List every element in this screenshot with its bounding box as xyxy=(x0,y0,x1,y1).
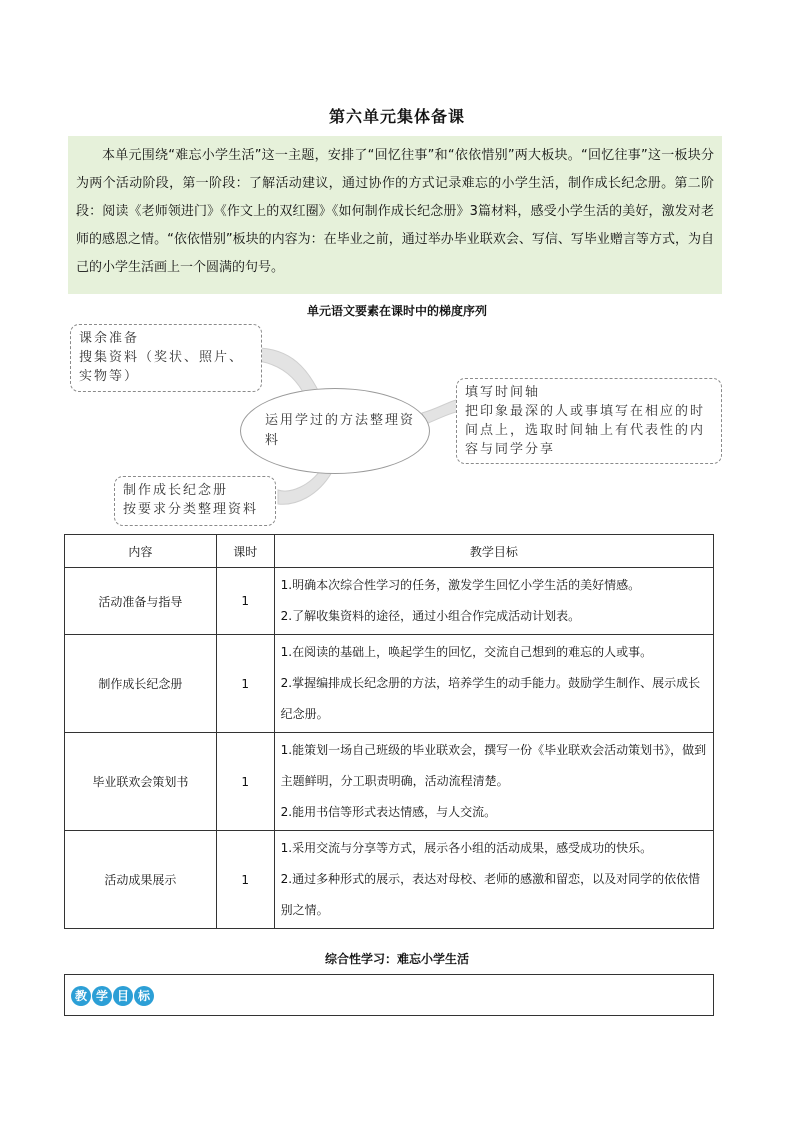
objectives-badge-char: 标 xyxy=(134,986,154,1006)
branch-timeline-box xyxy=(456,378,722,464)
section-title: 综合性学习：难忘小学生活 xyxy=(324,952,469,966)
table-row xyxy=(65,733,714,831)
header-hours: 课时 xyxy=(216,535,274,568)
teaching-goals-table xyxy=(64,534,714,929)
row-hours: 1 xyxy=(216,568,274,635)
branch-timeline-title: 填写时间轴 xyxy=(465,385,541,400)
table-row xyxy=(65,635,714,733)
row-content: 毕业联欢会策划书 xyxy=(65,733,217,831)
row-content: 制作成长纪念册 xyxy=(65,635,217,733)
row-hours: 1 xyxy=(216,635,274,733)
intro-text: 本单元围绕“难忘小学生活”这一主题，安排了“回忆往事”和“依依惜别”两大板块。“回忆往事”这一板块分为两个活动阶段，第一阶段：了解活动建议，通过协作的方式记录难忘的小学生活，制作成长纪念册。第二阶段：阅读《老师领进门》《作文上的双红圈》《如何制作成长纪念册》3篇材料，感受小学生活的美好，激发对老师的感恩之情。“依依惜别”板块的内容为：在毕业之前，通过举办毕业联欢会、写信、写毕业赠言等方式，为自己的小学生活画上一个圆满的句号。 xyxy=(76,148,714,275)
center-text: 运用学过的方法整理资料 xyxy=(265,413,416,448)
table-header-row xyxy=(65,535,714,568)
row-hours: 1 xyxy=(216,831,274,929)
goal-line: 1.采用交流与分享等方式，展示各小组的活动成果，感受成功的快乐。 xyxy=(280,841,653,855)
page-title: 第六单元集体备课 xyxy=(328,107,465,126)
goal-line: 2.能用书信等形式表达情感，与人交流。 xyxy=(280,805,497,819)
goal-line: 2.了解收集资料的途径，通过小组合作完成活动计划表。 xyxy=(280,609,581,623)
branch-album-text: 按要求分类整理资料 xyxy=(123,502,259,517)
objectives-box xyxy=(64,974,714,1016)
row-content: 活动成果展示 xyxy=(65,831,217,929)
mindmap-title: 单元语文要素在课时中的梯度序列 xyxy=(306,304,487,318)
goal-line: 1.明确本次综合性学习的任务，激发学生回忆小学生活的美好情感。 xyxy=(280,578,641,592)
row-goals xyxy=(274,568,713,635)
branch-album-title: 制作成长纪念册 xyxy=(123,483,229,498)
header-goals: 教学目标 xyxy=(274,535,713,568)
row-content: 活动准备与指导 xyxy=(65,568,217,635)
branch-prep-text: 搜集资料（奖状、照片、实物等） xyxy=(79,350,245,384)
row-goals xyxy=(274,635,713,733)
goal-line: 1.能策划一场自己班级的毕业联欢会，撰写一份《毕业联欢会活动策划书》，做到主题鲜明，分工职责明确，活动流程清楚。 xyxy=(280,743,707,788)
row-goals xyxy=(274,831,713,929)
branch-timeline-text: 把印象最深的人或事填写在相应的时间点上，选取时间轴上有代表性的内容与同学分享 xyxy=(465,404,706,457)
mindmap-center-node xyxy=(240,388,430,474)
table-row xyxy=(65,568,714,635)
goal-line: 1.在阅读的基础上，唤起学生的回忆，交流自己想到的难忘的人或事。 xyxy=(280,645,653,659)
objectives-badge-char: 目 xyxy=(113,986,133,1006)
objectives-badge-char: 学 xyxy=(92,986,112,1006)
table-row xyxy=(65,831,714,929)
header-content: 内容 xyxy=(65,535,217,568)
objectives-badge-char: 教 xyxy=(71,986,91,1006)
goal-line: 2.通过多种形式的展示，表达对母校、老师的感激和留恋，以及对同学的依依惜别之情。 xyxy=(280,872,701,917)
objectives-label xyxy=(71,985,155,1006)
branch-prep-box xyxy=(70,324,262,392)
branch-album-box xyxy=(114,476,276,526)
goal-line: 2.掌握编排成长纪念册的方法，培养学生的动手能力。鼓励学生制作、展示成长纪念册。 xyxy=(280,676,701,721)
row-goals xyxy=(274,733,713,831)
branch-prep-title: 课余准备 xyxy=(79,331,140,346)
mind-map xyxy=(60,318,740,532)
intro-paragraph-box xyxy=(68,136,722,294)
row-hours: 1 xyxy=(216,733,274,831)
